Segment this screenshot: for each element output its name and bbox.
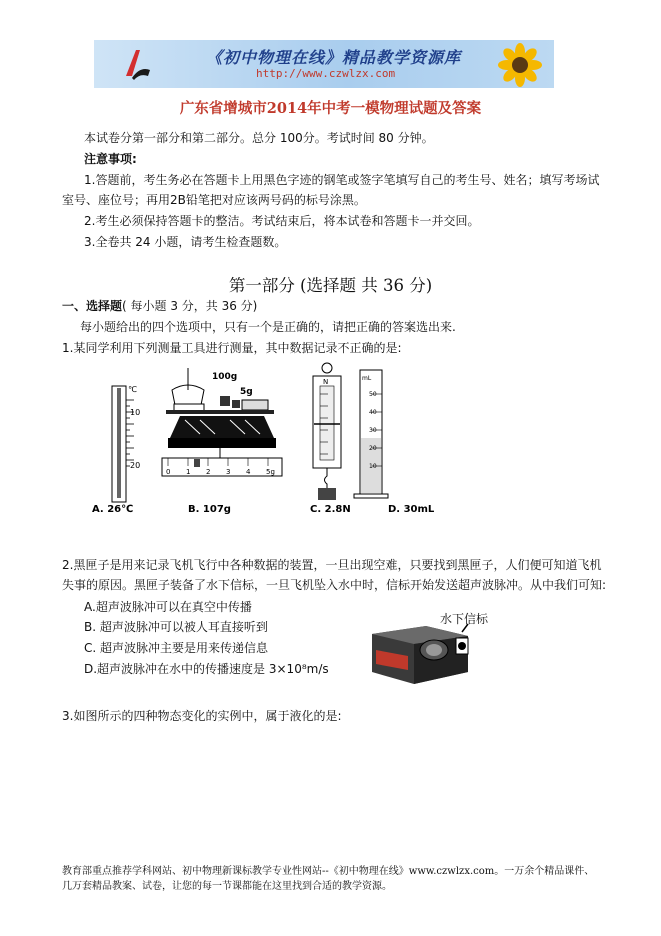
sunflower-icon bbox=[490, 42, 550, 88]
cyl-tick-30: 30 bbox=[369, 427, 377, 434]
scale-3: 3 bbox=[226, 468, 231, 476]
q2-option-b: B. 超声波脉冲可以被人耳直接听到 bbox=[84, 620, 268, 634]
header-banner bbox=[94, 40, 554, 88]
footer-note bbox=[62, 864, 622, 894]
option-c-label: C. 2.8N bbox=[310, 504, 351, 515]
part-label: 一、选择题 bbox=[62, 299, 123, 313]
notes-heading: 注意事项: bbox=[84, 152, 137, 166]
option-a-label: A. 26℃ bbox=[92, 504, 134, 515]
scale-4: 4 bbox=[246, 468, 251, 476]
part-note: ( 每小题 3 分，共 36 分) bbox=[122, 299, 258, 313]
footer-line-2: 几万套精品教案、试卷，让您的每一节课都能在这里找到合适的教学资源。 bbox=[62, 881, 392, 892]
section-heading: 第一部分 (选择题 共 36 分) bbox=[228, 276, 433, 295]
q2-image-label: 水下信标 bbox=[440, 612, 489, 626]
mass-5g: 5g bbox=[240, 387, 253, 397]
black-box-icon bbox=[368, 620, 478, 690]
cylinder-unit: mL bbox=[362, 375, 372, 382]
document-title: 广东省增城市2014年中考一模物理试题及答案 bbox=[179, 100, 482, 117]
thermometer-icon bbox=[112, 385, 140, 502]
balance-icon bbox=[162, 368, 282, 476]
q1-figure bbox=[70, 360, 450, 525]
site-logo-icon bbox=[122, 46, 152, 82]
option-b-label: B. 107g bbox=[188, 504, 231, 515]
banner-url[interactable]: http://www.czwlzx.com bbox=[256, 67, 396, 80]
footer-line-1: 教育部重点推荐学科网站、初中物理新课标教学专业性网站--《初中物理在线》www.czwlzx.com。一万余个精品课件、 bbox=[62, 866, 595, 877]
q2-option-d: D.超声波脉冲在水中的传播速度是 3×10⁸m/s bbox=[84, 662, 329, 676]
q2-stem-1: 2.黑匣子是用来记录飞机飞行中各种数据的装置，一旦出现空难，只要找到黑匣子，人们便可知道飞机 bbox=[62, 558, 602, 572]
q3-stem: 3.如图所示的四种物态变化的实例中，属于液化的是: bbox=[62, 709, 342, 723]
spring-scale-icon bbox=[313, 363, 341, 500]
mass-100g: 100g bbox=[212, 372, 238, 382]
thermo-unit: ℃ bbox=[128, 385, 137, 394]
q2-option-a: A.超声波脉冲可以在真空中传播 bbox=[84, 600, 252, 614]
option-d-label: D. 30mL bbox=[388, 504, 435, 515]
thermo-tick-20: 20 bbox=[130, 461, 141, 470]
spring-unit: N bbox=[323, 378, 329, 386]
part-heading bbox=[62, 297, 257, 314]
cyl-tick-20: 20 bbox=[369, 445, 377, 452]
q2-stem-2: 失事的原因。黑匣子装备了水下信标，一旦飞机坠入水中时，信标开始发送超声波脉冲。从中我们可知: bbox=[62, 578, 607, 592]
q2-option-c: C. 超声波脉冲主要是用来传递信息 bbox=[84, 641, 269, 655]
section-instruction: 每小题给出的四个选项中，只有一个是正确的，请把正确的答案选出来. bbox=[80, 320, 456, 334]
q1-stem: 1.某同学利用下列测量工具进行测量，其中数据记录不正确的是: bbox=[62, 341, 402, 355]
scale-0: 0 bbox=[166, 468, 171, 476]
note-3: 3.全卷共 24 小题，请考生检查题数。 bbox=[84, 235, 287, 249]
cyl-tick-40: 40 bbox=[369, 409, 377, 416]
cyl-tick-50: 50 bbox=[369, 391, 377, 398]
scale-1: 1 bbox=[186, 468, 191, 476]
note-1a: 1.答题前，考生务必在答题卡上用黑色字迹的钢笔或签字笔填写自己的考生号、姓名；填写考场试 bbox=[84, 173, 600, 187]
thermo-tick-10: 10 bbox=[130, 408, 141, 417]
intro-line: 本试卷分第一部分和第二部分。总分 100分。考试时间 80 分钟。 bbox=[84, 131, 434, 145]
cyl-tick-10: 10 bbox=[369, 463, 377, 470]
banner-title: 《初中物理在线》精品教学资源库 bbox=[206, 48, 462, 67]
note-1b: 室号、座位号；再用2B铅笔把对应该两号码的标号涂黑。 bbox=[62, 193, 366, 207]
scale-5g: 5g bbox=[266, 468, 275, 476]
scale-2: 2 bbox=[206, 468, 211, 476]
graduated-cylinder-icon bbox=[354, 370, 388, 498]
note-2: 2.考生必须保持答题卡的整洁。考试结束后，将本试卷和答题卡一并交回。 bbox=[84, 214, 480, 228]
